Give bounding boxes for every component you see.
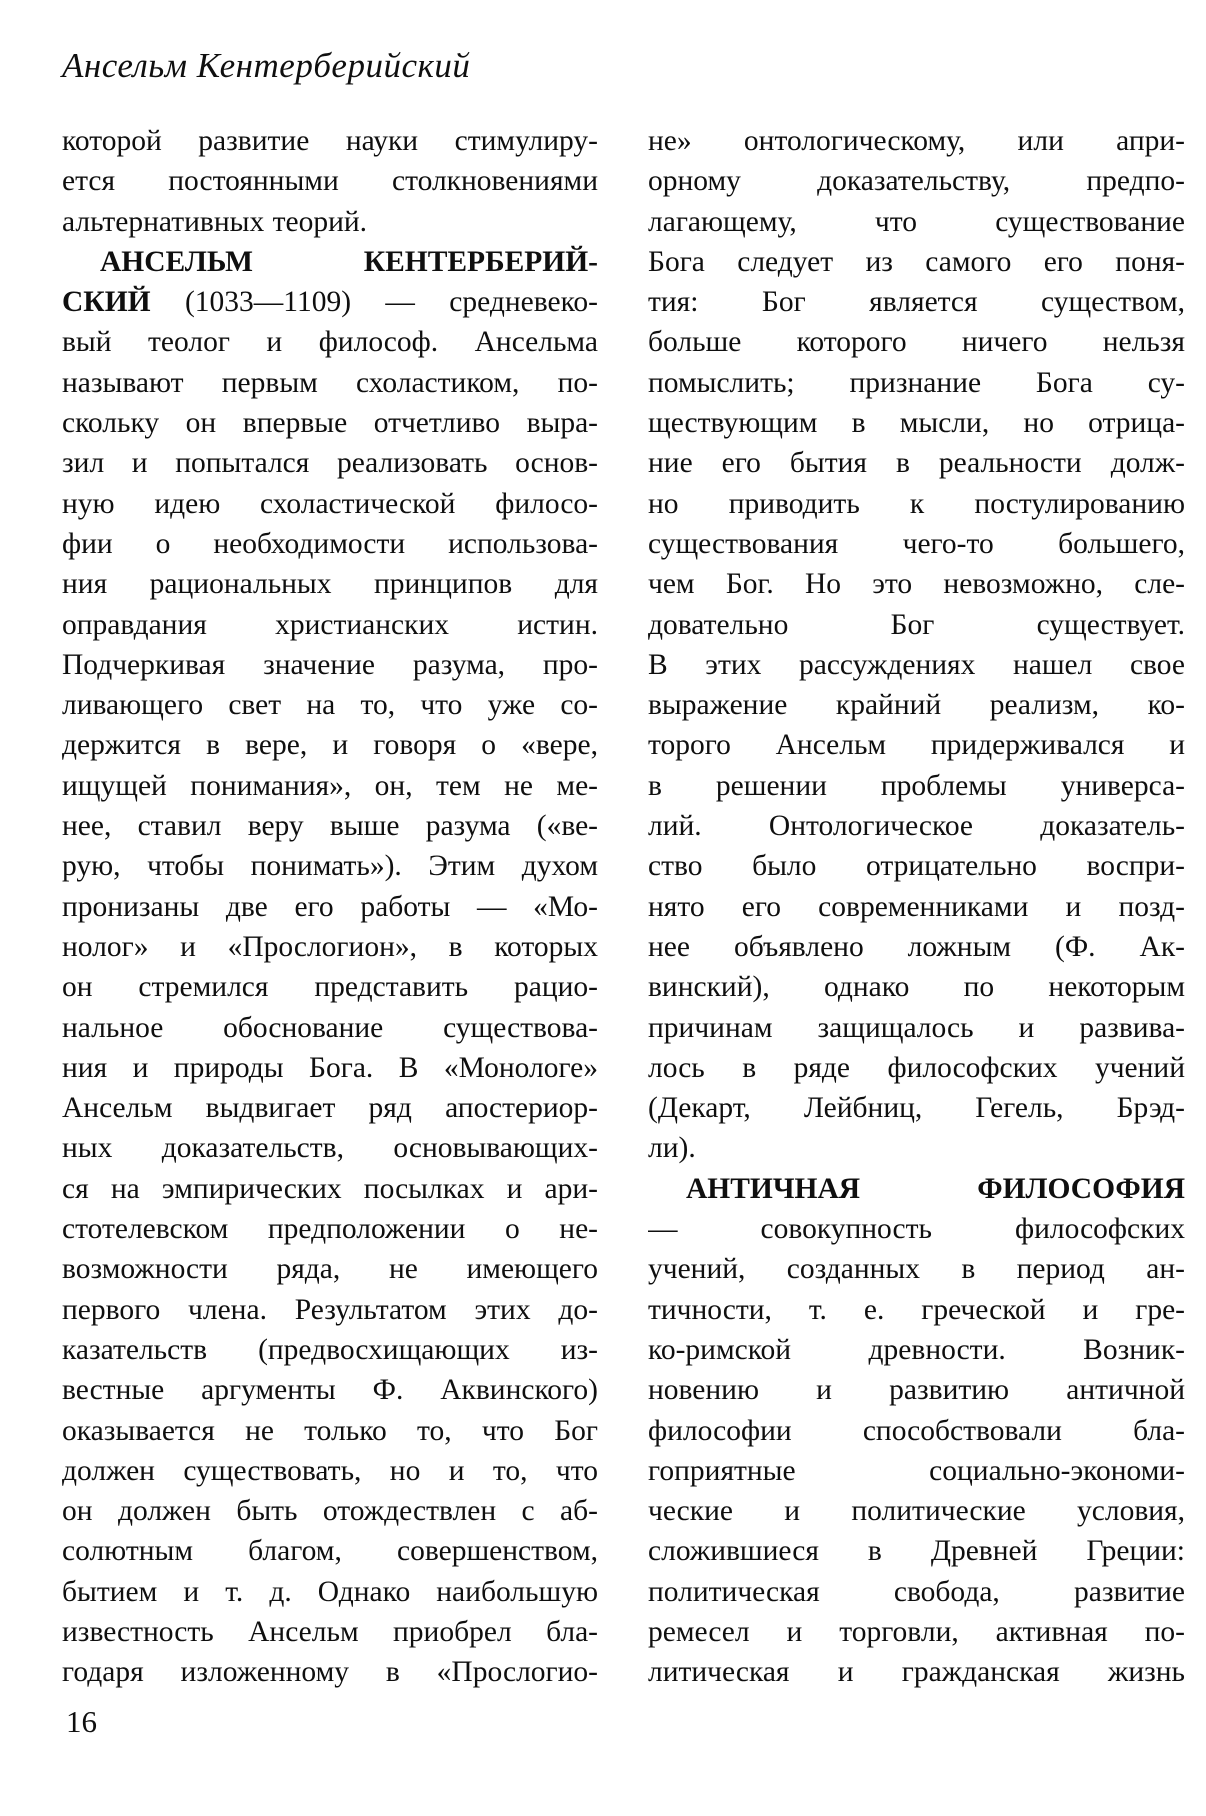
text-line [648,1169,1185,1209]
text-line: бытием и т. д. Однако наибольшую [62,1575,598,1608]
text-line: винский), однако по некоторым [648,971,1185,1004]
text-line: В этих рассуждениях нашел свое [648,648,1185,681]
text-line: лагающему, что существование [648,205,1185,238]
text-line: чем Бог. Но это невозможно, сле- [648,568,1185,601]
headword-bold: АНТИЧНАЯ ФИЛОСОФИЯ [686,1172,1185,1205]
text-line: Ансельм выдвигает ряд апостериор- [62,1092,598,1125]
text-line [62,242,598,282]
text-line: но приводить к постулированию [648,487,1185,520]
text-line: фии о необходимости использова- [62,527,598,560]
text-line: казательств (предвосхищающих из- [62,1333,598,1366]
text-line: рую, чтобы понимать»). Этим духом [62,850,598,883]
text-line: ществующим в мысли, но отрица- [648,407,1185,440]
text-line: стотелевском предположении о не- [62,1213,598,1246]
text-line: ных доказательств, основывающих- [62,1132,598,1165]
text-line: вый теолог и философ. Ансельма [62,326,598,359]
left-column [62,121,598,1693]
text-line: ется постоянными столкновениями [62,165,598,198]
text-line: ко-римской древности. Возник- [648,1333,1185,1366]
text-line: зил и попытался реализовать основ- [62,447,598,480]
text-line: ния и природы Бога. В «Монологе» [62,1051,598,1084]
text-line: выражение крайний реализм, ко- [648,689,1185,722]
text-line: солютным благом, совершенством, [62,1535,598,1568]
text-line: новению и развитию античной [648,1374,1185,1407]
text-line: помыслить; признание Бога су- [648,366,1185,399]
text-line: тия: Бог является существом, [648,286,1185,319]
text-line: первого члена. Результатом этих до- [62,1293,598,1326]
text-line: ся на эмпирических посылках и ари- [62,1172,598,1205]
text-line: литическая и гражданская жизнь [648,1656,1185,1689]
text-line: он стремился представить рацио- [62,971,598,1004]
text-line: он должен быть отождествлен с аб- [62,1495,598,1528]
text-line: альтернативных теорий. [62,205,368,238]
text-line: должен существовать, но и то, что [62,1454,598,1487]
headword-bold: СКИЙ [62,286,151,319]
text-line: ческие и политические условия, [648,1495,1185,1528]
right-column [648,121,1185,1693]
text-line: годаря изложенному в «Прослогио- [62,1656,598,1689]
text-line: которой развитие науки стимулиру- [62,125,598,157]
text-line: вестные аргументы Ф. Аквинского) [62,1374,598,1407]
text-line: ние его бытия в реальности долж- [648,447,1185,480]
headword-bold: АНСЕЛЬМ КЕНТЕРБЕРИЙ- [100,245,598,278]
text-line: сложившиеся в Древней Греции: [648,1535,1185,1568]
text-line: скольку он впервые отчетливо выра- [62,407,598,440]
text-line: причинам защищалось и развива- [648,1011,1185,1044]
text-line: пронизаны две его работы — «Мо- [62,890,598,923]
page-number: 16 [66,1704,97,1739]
text-line: учений, созданных в период ан- [648,1253,1185,1286]
text-line: нальное обоснование существова- [62,1011,598,1044]
text-line: ищущей понимания», он, тем не ме- [62,769,598,802]
text-line: — совокупность философских [648,1213,1185,1246]
text-line: ли). [648,1132,696,1165]
text-line: гоприятные социально-экономи- [648,1454,1185,1487]
text-line: существования чего-то большего, [648,527,1185,560]
text-line: известность Ансельм приобрел бла- [62,1615,598,1648]
text-line: называют первым схоластиком, по- [62,366,598,399]
text-line: (Декарт, Лейбниц, Гегель, Брэд- [648,1092,1185,1125]
text-line: ния рациональных принципов для [62,568,598,601]
text-line: Бога следует из самого его поня- [648,245,1185,278]
text-line: держится в вере, и говоря о «вере, [62,729,598,762]
text-line: нолог» и «Прослогион», в которых [62,930,598,963]
text-line: довательно Бог существует. [648,608,1185,641]
text-line: в решении проблемы универса- [648,769,1185,802]
text-line: орному доказательству, предпо- [648,165,1185,198]
text-line: больше которого ничего нельзя [648,326,1185,359]
text-line: нее, ставил веру выше разума («ве- [62,810,598,843]
text-line: ную идею схоластической филосо- [62,487,598,520]
text-line: оказывается не только то, что Бог [62,1414,598,1447]
text-line: СКИЙ (1033—1109) — средневеко- [62,286,598,319]
text-line: оправдания христианских истин. [62,608,598,641]
text-line: Подчеркивая значение разума, про- [62,648,598,681]
text-line: философии способствовали бла- [648,1414,1185,1447]
text-line: тичности, т. е. греческой и гре- [648,1293,1185,1326]
text-line: возможности ряда, не имеющего [62,1253,598,1286]
text-line: не» онтологическому, или апри- [648,125,1185,157]
text-line: торого Ансельм придерживался и [648,729,1185,762]
text-line: нято его современниками и позд- [648,890,1185,923]
text-line: нее объявлено ложным (Ф. Ак- [648,930,1185,963]
text-line: лий. Онтологическое доказатель- [648,810,1185,843]
text-line: лось в ряде философских учений [648,1051,1185,1084]
text-line: политическая свобода, развитие [648,1575,1185,1608]
text-line: ливающего свет на то, что уже со- [62,689,598,722]
running-head: Ансельм Кентерберийский [62,46,471,85]
text-line: ство было отрицательно воспри- [648,850,1185,883]
text-line: ремесел и торговли, активная по- [648,1615,1185,1648]
